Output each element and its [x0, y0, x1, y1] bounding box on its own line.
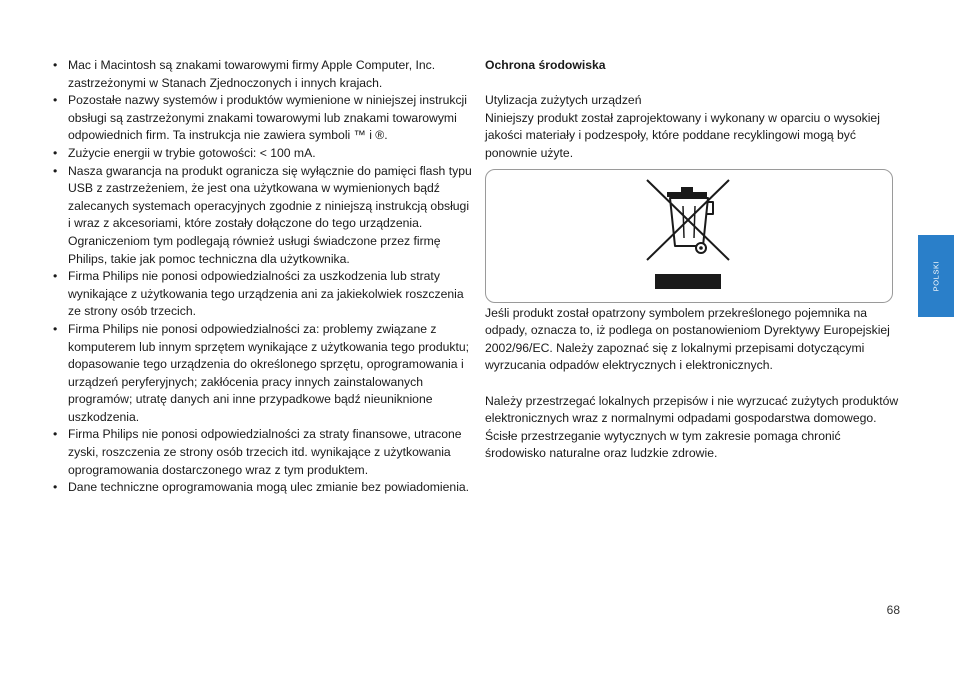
intro-paragraph: Niniejszy produkt został zaprojektowany i wykonany w oparciu o wysokiej jakości materiały i podzespoły, które poddane recyklingowi mogą być ponownie użyte.: [485, 110, 880, 160]
right-column: [485, 57, 903, 463]
list-item: • Firma Philips nie ponosi odpowiedzialności za: problemy związane z komputerem lub innym sprzętem wynikające z użytkowania tego produktu; dopasowanie tego urządzenia do określonego sprzętu, oprogramowania i urządzeń peryferyjnych; zakłócenia pracy innych zainstalowanych programów; utratę danych ani inne przypadkowe bądź nieuniknione uszkodzenia.: [50, 321, 472, 427]
crossed-out-wheelie-bin-icon: [643, 176, 739, 296]
list-item: • Mac i Macintosh są znakami towarowymi firmy Apple Computer, Inc. zastrzeżonymi w Stanach Zjednoczonych i innych krajach.: [50, 57, 472, 92]
language-tab-label: POLSKI: [931, 260, 941, 292]
list-item: • Zużycie energii w trybie gotowości: < 100 mA.: [50, 145, 472, 163]
disposal-paragraph: Należy przestrzegać lokalnych przepisów i nie wyrzucać zużytych produktów elektronicznych wraz z normalnymi odpadami gospodarstwa domowego. Ścisłe przestrzeganie wytycznych w tym zakresie pomaga chronić środowisko naturalne oraz ludzkie zdrowie.: [485, 393, 899, 461]
list-item: • Firma Philips nie ponosi odpowiedzialności za straty finansowe, utracone zyski, roszczenia ze strony osób trzecich itd. wynikające z użytkowania oprogramowania dostarczonego wraz z tym produktem.: [50, 426, 472, 479]
section-subheading: Utylizacja zużytych urządzeń: [485, 93, 642, 108]
page-number: 68: [886, 603, 900, 617]
section-heading: Ochrona środowiska: [485, 58, 606, 72]
weee-symbol-frame: [485, 169, 893, 303]
language-tab: [918, 235, 954, 317]
notice-list: [50, 57, 472, 497]
list-item: • Firma Philips nie ponosi odpowiedzialności za uszkodzenia lub straty wynikające z użytkowania tego urządzenia ani za jakiekolwiek roszczenia ze strony osób trzecich.: [50, 268, 472, 321]
left-column: [50, 57, 472, 497]
list-item: • Nasza gwarancja na produkt ogranicza się wyłącznie do pamięci flash typu USB z zastrzeżeniem, że jest ona użytkowana w wymienionych bądź zalecanych systemach operacyjnych zgodnie z niniejszą instrukcją obsługi i wraz z akcesoriami, które zostały dołączone do tego urządzenia. Ograniczeniom tym podlegają również usługi świadczone przez firmę Philips, takie jak pomoc techniczna dla użytkownika.: [50, 163, 472, 269]
directive-paragraph: Jeśli produkt został opatrzony symbolem przekreślonego pojemnika na odpady, oznacza to, iż podlega on postanowieniom Dyrektywy Europejskiej 2002/96/EC. Należy zapoznać się z lokalnymi przepisami dotyczącymi wyrzucania odpadów elektrycznych i elektronicznych.: [485, 305, 890, 373]
list-item: • Dane techniczne oprogramowania mogą ulec zmianie bez powiadomienia.: [50, 479, 472, 497]
list-item: • Pozostałe nazwy systemów i produktów wymienione w niniejszej instrukcji obsługi są zastrzeżonymi znakami towarowymi lub znakami towarowymi odpowiednich firm. Ta instrukcja nie zawiera symboli ™ i ®.: [50, 92, 472, 145]
